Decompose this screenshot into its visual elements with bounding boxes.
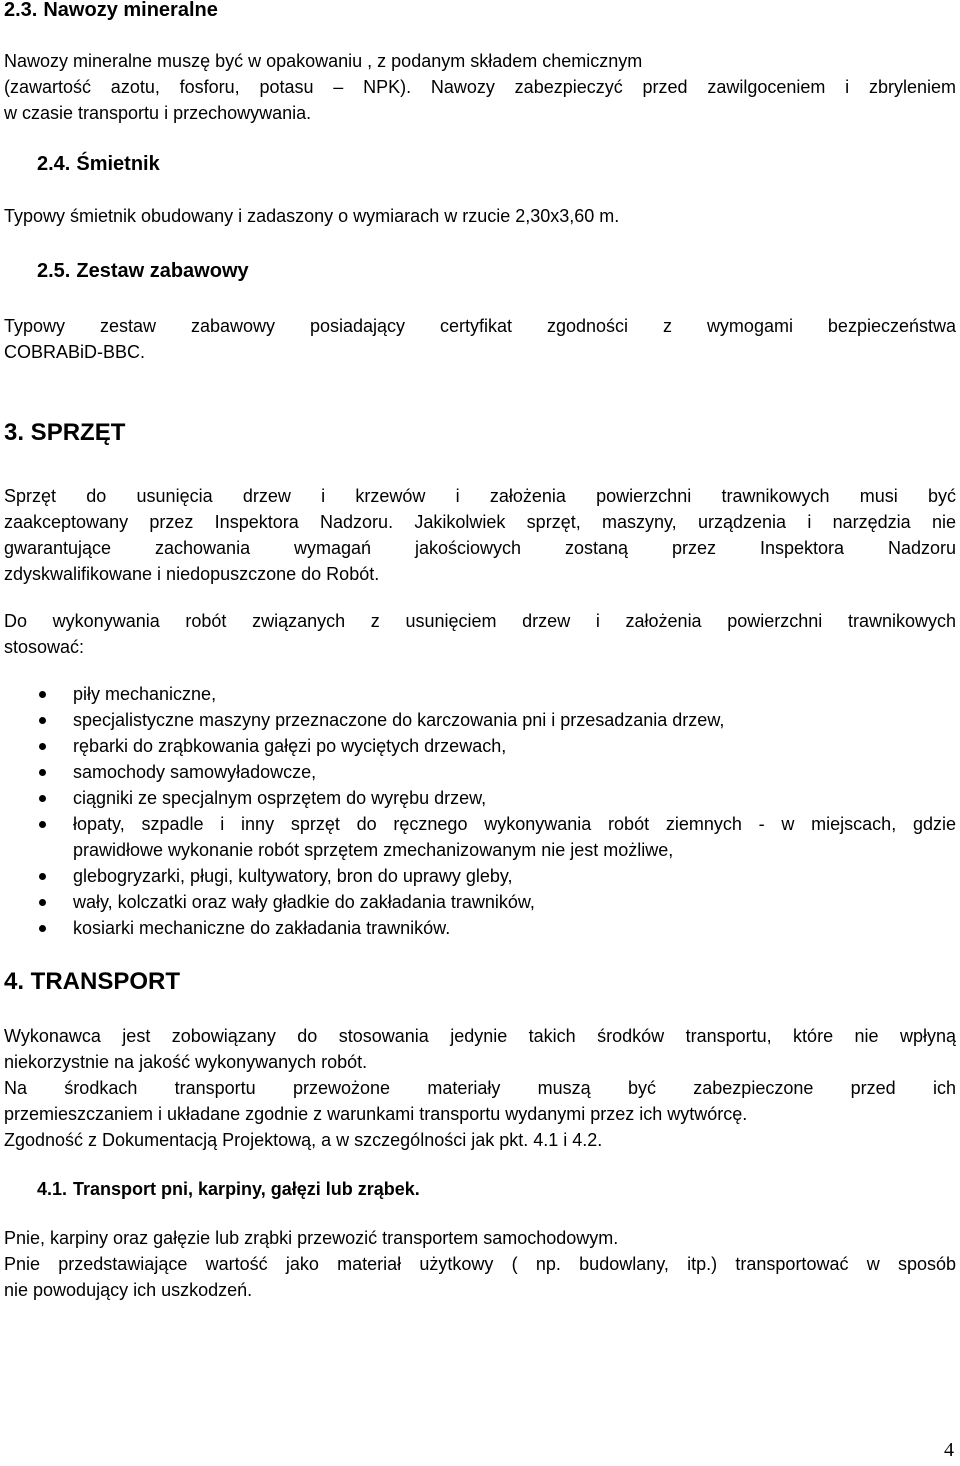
text-line: Typowy zestaw zabawowy posiadający certyfikat zgodności z wymogami bezpieczeństwa [4,316,956,336]
list-item-text: kosiarki mechaniczne do zakładania trawników. [73,918,451,938]
page-number: 4 [944,1439,954,1461]
text-line: Typowy śmietnik obudowany i zadaszony o wymiarach w rzucie 2,30x3,60 m. [4,206,620,226]
text-line: niekorzystnie na jakość wykonywanych robót. [4,1052,368,1072]
text-line: zdyskwalifikowane i niedopuszczone do Robót. [4,564,380,584]
section-number: 2.4. [37,153,71,175]
section-heading-2-3 [4,0,218,23]
text-line: zaakceptowany przez Inspektora Nadzoru. Jakikolwiek sprzęt, maszyny, urządzenia i narzędzia nie [4,512,956,532]
text-line: w czasie transportu i przechowywania. [4,103,312,123]
bullet-icon [39,717,46,724]
list-item [0,889,956,915]
list-item [0,785,956,811]
bullet-icon [39,795,46,802]
paragraph-zestaw [4,313,956,365]
section-title: Zestaw zabawowy [76,260,249,282]
text-line: Wykonawca jest zobowiązany do stosowania jedynie takich środków transportu, które nie wpłyną [4,1026,956,1046]
bullet-icon [39,769,46,776]
section-title: Transport pni, karpiny, gałęzi lub zrąbek. [73,1179,420,1199]
text-line: Na środkach transportu przewożone materiały muszą być zabezpieczone przed ich [4,1078,956,1098]
paragraph-sprzet-1 [4,483,956,587]
paragraph-transport [4,1023,956,1153]
bullet-icon [39,925,46,932]
section-number: 4.1. [37,1179,68,1199]
section-heading-2-4 [37,151,160,177]
section-heading-3: 3. SPRZĘT [4,419,126,446]
list-item [0,915,956,941]
paragraph-nawozy [4,48,956,126]
list-item [0,863,956,889]
paragraph-sprzet-2 [4,608,956,660]
bullet-icon [39,899,46,906]
list-item-text: piły mechaniczne, [73,684,217,704]
text-line: gwarantujące zachowania wymagań jakościowych zostaną przez Inspektora Nadzoru [4,538,956,558]
list-item-text: wały, kolczatki oraz wały gładkie do zakładania trawników, [73,892,535,912]
text-line: COBRABiD-BBC. [4,342,146,362]
list-item [0,707,956,733]
paragraph-smietnik [4,203,956,229]
list-item-text: ciągniki ze specjalnym osprzętem do wyrębu drzew, [73,788,487,808]
text-line: Do wykonywania robót związanych z usunięciem drzew i założenia powierzchni trawnikowych [4,611,956,631]
text-line: (zawartość azotu, fosforu, potasu – NPK). Nawozy zabezpieczyć przed zawilgoceniem i zbryleniem [4,77,956,97]
text-line: Nawozy mineralne muszę być w opakowaniu , z podanym składem chemicznym [4,51,643,71]
paragraph-transport-pni [4,1225,956,1303]
list-item [0,811,956,863]
section-heading-2-5 [37,258,249,284]
text-line: stosować: [4,637,85,657]
text-line: Sprzęt do usunięcia drzew i krzewów i założenia powierzchni trawnikowych musi być [4,486,956,506]
list-item-text: prawidłowe wykonanie robót sprzętem zmechanizowanym nie jest możliwe, [73,840,674,860]
list-item-text: specjalistyczne maszyny przeznaczone do karczowania pni i przesadzania drzew, [73,710,725,730]
section-heading-4-1 [37,1176,420,1202]
section-number: 2.3. [4,0,38,21]
bullet-icon [39,743,46,750]
list-item [0,681,956,707]
section-number: 2.5. [37,260,71,282]
section-heading-4: 4. TRANSPORT [4,968,181,995]
section-title: Nawozy mineralne [43,0,218,21]
list-item-text: rębarki do zrąbkowania gałęzi po wyciętych drzewach, [73,736,507,756]
list-item [0,733,956,759]
text-line: Pnie, karpiny oraz gałęzie lub zrąbki przewozić transportem samochodowym. [4,1228,619,1248]
text-line: Zgodność z Dokumentacją Projektową, a w szczególności jak pkt. 4.1 i 4.2. [4,1130,603,1150]
list-item-text: łopaty, szpadle i inny sprzęt do ręcznego wykonywania robót ziemnych - w miejscach, gdzie [73,814,956,834]
text-line: przemieszczaniem i układane zgodnie z warunkami transportu wydanymi przez ich wytwórcę. [4,1104,748,1124]
section-title: Śmietnik [76,153,160,175]
list-item-text: glebogryzarki, pługi, kultywatory, bron do uprawy gleby, [73,866,513,886]
list-item-text: samochody samowyładowcze, [73,762,317,782]
bullet-icon [39,873,46,880]
text-line: nie powodujący ich uszkodzeń. [4,1280,253,1300]
equipment-list [0,681,960,941]
list-item [0,759,956,785]
text-line: Pnie przedstawiające wartość jako materiał użytkowy ( np. budowlany, itp.) transportować w sposób [4,1254,956,1274]
bullet-icon [39,691,46,698]
bullet-icon [39,821,46,828]
